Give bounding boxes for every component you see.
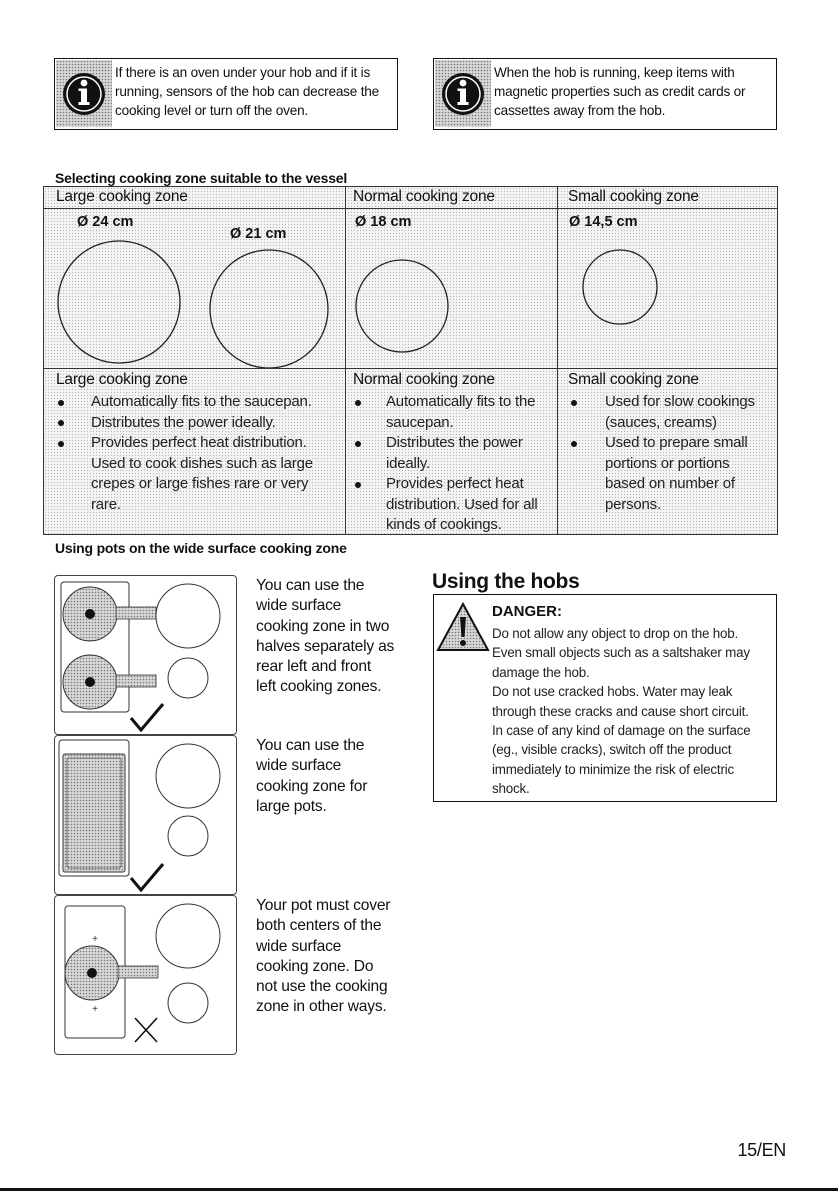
diameter-18: Ø 18 cm (355, 214, 412, 230)
info-note-magnetic-text: When the hob is running, keep items with magnetic properties such as credit cards or cassettes away from the hob. (494, 65, 746, 118)
diameter-24: Ø 24 cm (77, 214, 134, 230)
circle-24cm (58, 241, 180, 363)
checkmark-icon (131, 864, 163, 890)
section-title-wide-surface: Using pots on the wide surface cooking zone (55, 540, 347, 556)
diameter-21: Ø 21 cm (230, 226, 287, 242)
info-note-oven-text: If there is an oven under your hob and if it is running, sensors of the hob can decrease the cooking level or turn off the oven. (115, 65, 380, 118)
cooking-zone-table (43, 186, 778, 535)
section-title-using-hobs: Using the hobs (432, 570, 580, 593)
pot-desc-wrong-use: Your pot must cover both centers of the wide surface cooking zone. Do not use the cooking zone in other ways. (256, 897, 391, 1016)
subheader-large-zone: Large cooking zone (56, 371, 188, 388)
warning-icon (436, 601, 490, 653)
normal-zone-features: Automatically fits to the saucepan. Distributes the power ideally. Provides perfect heat distribution. Used for all kinds of cookings. (386, 393, 538, 533)
svg-text:+: + (92, 934, 98, 945)
info-note-magnetic (433, 58, 777, 130)
danger-title: DANGER: (492, 603, 562, 620)
circle-18cm (356, 260, 448, 352)
info-note-oven (54, 58, 398, 130)
info-icon (435, 60, 491, 127)
cross-icon (135, 1018, 157, 1042)
pot-desc-large-pot: You can use the wide surface cooking zone for large pots. (256, 737, 368, 815)
subheader-normal-zone: Normal cooking zone (353, 371, 495, 388)
page-number: 15/EN (737, 1140, 786, 1160)
circle-14-5cm (583, 250, 657, 324)
diameter-14-5: Ø 14,5 cm (569, 214, 638, 230)
danger-box (433, 594, 777, 802)
pot-diagram-wrong-use (54, 895, 237, 1055)
header-normal-zone: Normal cooking zone (353, 188, 495, 205)
danger-text: Do not allow any object to drop on the hob. Even small objects such as a saltshaker may damage the hob. Do not use cracked hobs. Water may leak through these cracks and cause short circuit. In case of any kind of damage on the surface (eg., visible cracks), switch off the product immediately to minimize the risk of electric shock. (492, 626, 751, 797)
small-zone-features: Used for slow cookings (sauces, creams) Used to prepare small portions or portions based on number of persons. (605, 393, 755, 513)
header-large-zone: Large cooking zone (56, 188, 188, 205)
header-small-zone: Small cooking zone (568, 188, 699, 205)
circle-21cm (210, 250, 328, 368)
info-icon (56, 60, 112, 127)
pot-desc-two-halves: You can use the wide surface cooking zone in two halves separately as rear left and front left cooking zones. (256, 577, 395, 696)
checkmark-icon (131, 704, 163, 730)
svg-text:+: + (92, 1004, 98, 1015)
zone-circles-diagram (44, 209, 779, 368)
large-zone-features: Automatically fits to the saucepan. Distributes the power ideally. Provides perfect heat distribution. Used to cook dishes such as large crepes or large fishes rare or very rare. (91, 393, 313, 513)
section-title-selecting: Selecting cooking zone suitable to the vessel (55, 170, 348, 186)
subheader-small-zone: Small cooking zone (568, 371, 699, 388)
pot-diagram-large-pot (54, 735, 237, 895)
pot-diagram-two-halves (54, 575, 237, 735)
